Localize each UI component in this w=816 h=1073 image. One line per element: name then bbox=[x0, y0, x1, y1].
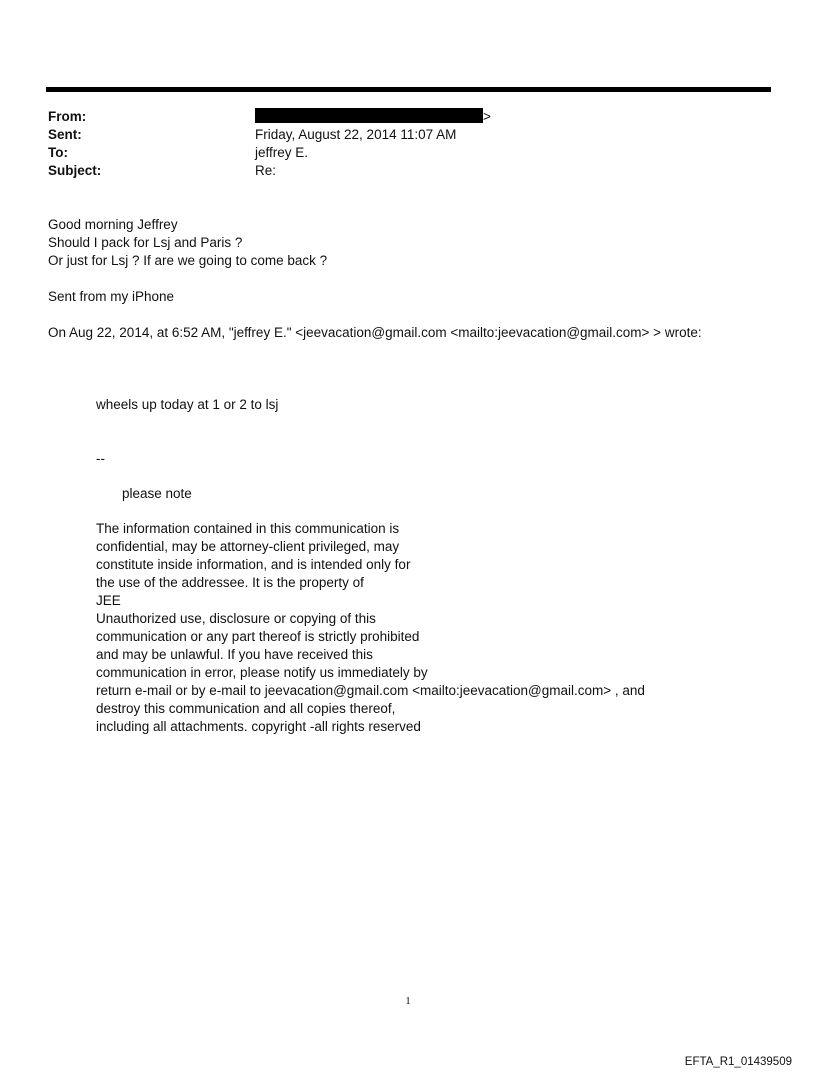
note-heading: please note bbox=[122, 486, 192, 501]
disclaimer-line: communication in error, please notify us immediately by bbox=[96, 665, 428, 680]
redaction-box bbox=[255, 108, 483, 123]
subject-label: Subject: bbox=[48, 163, 102, 178]
from-value bbox=[255, 108, 491, 126]
sent-label: Sent: bbox=[48, 127, 82, 142]
disclaimer-line: the use of the addressee. It is the property of bbox=[96, 575, 364, 590]
quoted-separator: -- bbox=[96, 451, 105, 466]
disclaimer-line: return e-mail or by e-mail to jeevacation@gmail.com <mailto:jeevacation@gmail.com> , and bbox=[96, 683, 645, 698]
sent-value: Friday, August 22, 2014 11:07 AM bbox=[255, 127, 457, 142]
header-rule bbox=[46, 87, 771, 92]
from-suffix: > bbox=[483, 109, 491, 124]
bates-number: EFTA_R1_01439509 bbox=[684, 1056, 792, 1068]
to-value: jeffrey E. bbox=[255, 145, 309, 160]
signature: Sent from my iPhone bbox=[48, 289, 175, 304]
disclaimer-line: including all attachments. copyright -all rights reserved bbox=[96, 719, 421, 734]
from-label: From: bbox=[48, 109, 87, 124]
quoted-message: wheels up today at 1 or 2 to lsj bbox=[96, 397, 279, 412]
disclaimer-line: communication or any part thereof is strictly prohibited bbox=[96, 629, 420, 644]
disclaimer-line: destroy this communication and all copies thereof, bbox=[96, 701, 396, 716]
quote-intro: On Aug 22, 2014, at 6:52 AM, "jeffrey E." <jeevacation@gmail.com <mailto:jeevacation@gmail.com> > wrote: bbox=[48, 325, 702, 340]
to-label: To: bbox=[48, 145, 68, 160]
subject-value: Re: bbox=[255, 163, 277, 178]
disclaimer-line: Unauthorized use, disclosure or copying of this bbox=[96, 611, 376, 626]
disclaimer-line: confidential, may be attorney-client privileged, may bbox=[96, 539, 400, 554]
greeting: Good morning Jeffrey bbox=[48, 217, 178, 232]
body-line-2: Should I pack for Lsj and Paris ? bbox=[48, 235, 243, 250]
disclaimer-line: JEE bbox=[96, 593, 121, 608]
disclaimer-line: constitute inside information, and is intended only for bbox=[96, 557, 411, 572]
body-line-3: Or just for Lsj ? If are we going to come back ? bbox=[48, 253, 328, 268]
disclaimer-line: and may be unlawful. If you have received this bbox=[96, 647, 373, 662]
page-number: 1 bbox=[405, 995, 411, 1007]
disclaimer-line: The information contained in this communication is bbox=[96, 521, 400, 536]
